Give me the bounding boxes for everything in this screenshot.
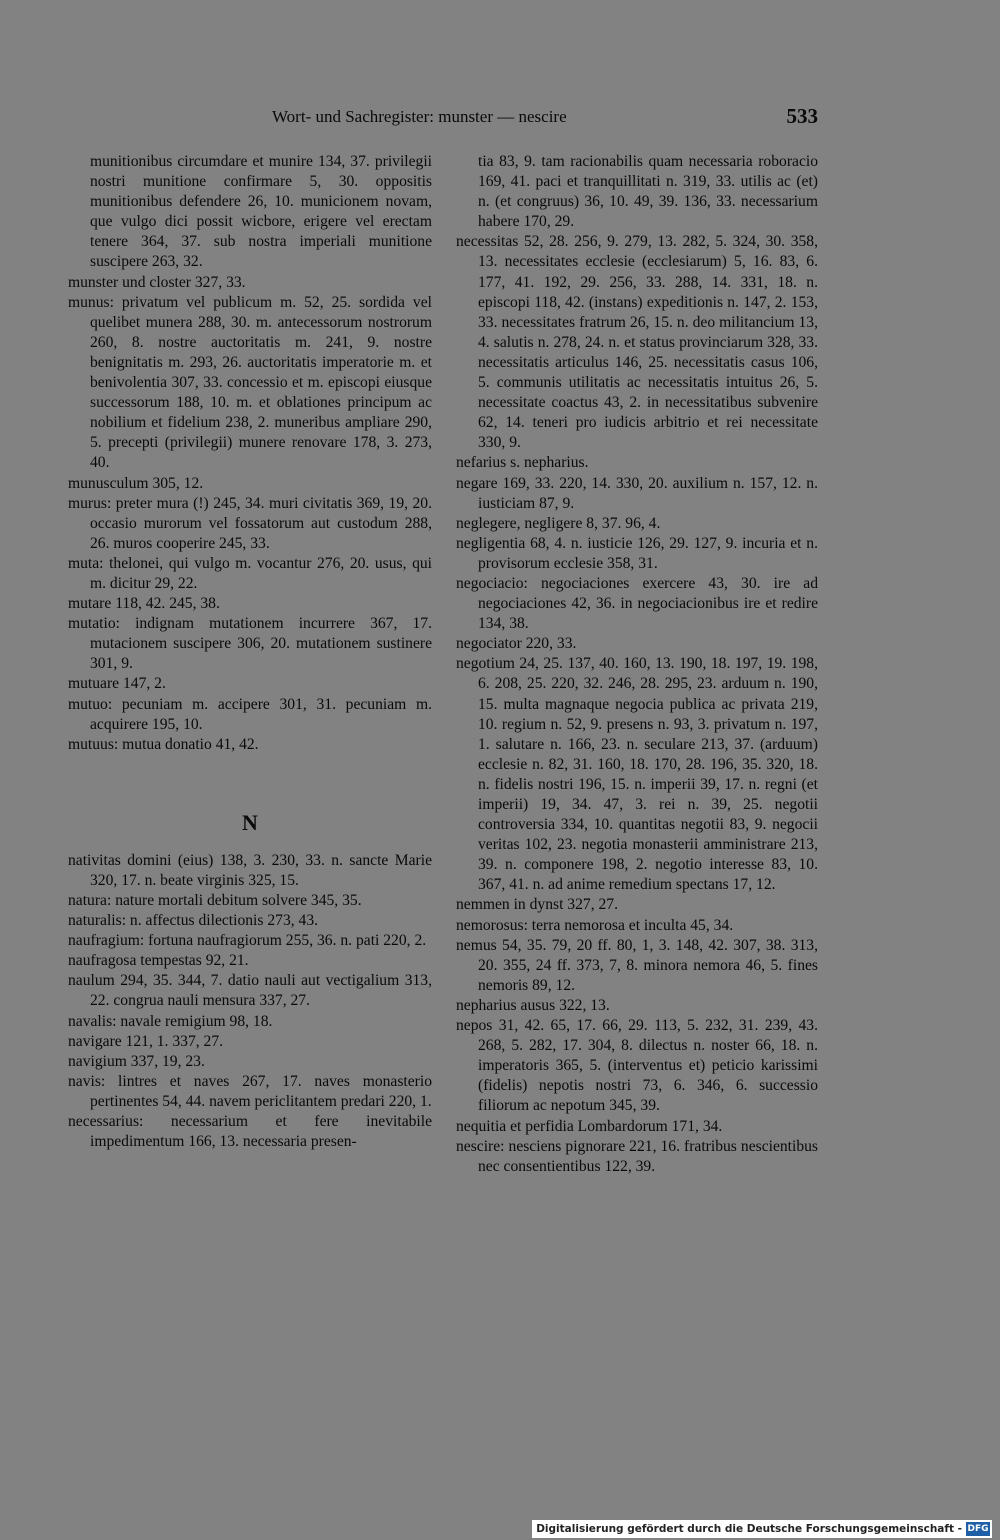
page-number: 533 [786, 104, 818, 128]
index-entry: navigare 121, 1. 337, 27. [68, 1032, 224, 1050]
index-entry: muta: thelonei, qui vulgo m. vocantur 276, 20. usus, qui m. dicitur 29, 22. [68, 554, 432, 592]
index-entry: necessarius: necessarium et fere inevitabile impedimentum 166, 13. necessaria presen- [68, 1113, 432, 1151]
index-entry: necessitas 52, 28. 256, 9. 279, 13. 282, 5. 324, 30. 358, 13. necessitates ecclesie (ecclesiarum) 5, 16. 83, 6. 177, 41. 192, 29. 256, 33. 288, 14. 331, 18. n. episcopi 118, 42. (instans) expeditionis n. 147, 2. 153, 33. necessitates fratrum 26, 15. n. deo militancium 13, 4. salutis n. 278, 24. n. et status provinciarum 328, 33. necessitatis articulus 146, 25. necessitatis casus 106, 5. communis utilitatis ac necessitatis intuitus 26, 5. necessitate coactus 43, 2. in necessitatibus subvenire 62, 14. teneri pro iudicis arbitrio et rei necessitate 330, 9. [456, 233, 818, 452]
index-entry: nemmen in dynst 327, 27. [456, 896, 618, 914]
index-entry: navis: lintres et naves 267, 17. naves monasterio pertinentes 54, 44. navem periclitantem predari 220, 1. [68, 1072, 432, 1110]
index-entry: nefarius s. nepharius. [456, 454, 589, 472]
index-entry: naufragosa tempestas 92, 21. [68, 952, 249, 970]
index-entry: mutatio: indignam mutationem incurrere 367, 17. mutacionem suscipere 306, 20. mutationem sustinere 301, 9. [68, 615, 432, 673]
index-entry: neglegere, negligere 8, 37. 96, 4. [456, 514, 661, 532]
index-entry: negligentia 68, 4. n. iusticie 126, 29. 127, 9. incuria et n. provisorum ecclesie 358, 31. [456, 534, 818, 572]
index-entry: nequitia et perfidia Lombardorum 171, 34. [456, 1117, 723, 1135]
dfg-funding-banner[interactable] [532, 1520, 992, 1538]
index-entry: nemus 54, 35. 79, 20 ff. 80, 1, 3. 148, 42. 307, 38. 313, 20. 355, 24 ff. 373, 7, 8. minora nemora 46, 5. fines nemoris 89, 12. [456, 936, 818, 994]
index-entry: negociator 220, 33. [456, 635, 577, 653]
dfg-logo: DFG [967, 1524, 989, 1534]
index-entry: natura: nature mortali debitum solvere 345, 35. [68, 892, 362, 909]
index-entry: negare 169, 33. 220, 14. 330, 20. auxilium n. 157, 12. n. iusticiam 87, 9. [456, 474, 818, 512]
index-column-right [456, 152, 818, 1177]
index-entry: mutare 118, 42. 245, 38. [68, 595, 220, 613]
index-entry: negociacio: negociaciones exercere 43, 30. ire ad negociaciones 42, 36. in negociacionibus ire et redire 134, 38. [456, 574, 818, 633]
index-entry: munster und closter 327, 33. [68, 273, 246, 291]
index-entry: mutuare 147, 2. [68, 675, 166, 693]
section-letter-heading: N [242, 809, 258, 835]
index-entry: nescire: nesciens pignorare 221, 16. fratribus nescientibus nec consentientibus 122, 39. [456, 1137, 818, 1175]
index-entry: naturalis: n. affectus dilectionis 273, 43. [68, 912, 319, 930]
index-entry: murus: preter mura (!) 245, 34. muri civitatis 369, 19, 20. occasio murorum vel fossatorum aut custodum 288, 26. muros cooperire 245, 33. [68, 494, 432, 552]
index-entry: nativitas domini (eius) 138, 3. 230, 33. n. sancte Marie 320, 17. n. beate virginis 325, 15. [68, 851, 432, 889]
running-title: Wort- und Sachregister: munster — nescire [272, 107, 567, 126]
index-entry: mutuus: mutua donatio 41, 42. [68, 735, 259, 753]
index-entry: nemorosus: terra nemorosa et inculta 45, 34. [456, 916, 734, 934]
index-entry: nepharius ausus 322, 13. [456, 996, 610, 1014]
index-entry: nepos 31, 42. 65, 17. 66, 29. 113, 5. 232, 31. 239, 43. 268, 5. 282, 17. 304, 8. dilectus n. noster 66, 18. n. imperatoris 365, 5. (interventus et) peticio karissimi (fidelis) nepotis nostri 73, 6. 346, 6. successio filiorum ac nepotum 345, 39. [456, 1017, 818, 1115]
index-entry: naulum 294, 35. 344, 7. datio nauli aut vectigalium 313, 22. congrua nauli mensura 337, 27. [68, 972, 432, 1010]
running-header [272, 104, 832, 132]
index-entry: naufragium: fortuna naufragiorum 255, 36. n. pati 220, 2. [68, 932, 427, 950]
index-entry: munusculum 305, 12. [68, 474, 204, 492]
funding-text: Digitalisierung gefördert durch die Deutsche Forschungsgemeinschaft - [536, 1523, 962, 1535]
index-entry-continuation: tia 83, 9. tam racionabilis quam necessaria roboracio 169, 41. paci et tranquillitati n. 319, 33. utilis ac (et) n. (et congruus) 36, 10. 49, 39. 136, 33. necessarium habere 170, 29. [478, 153, 818, 231]
index-entry: mutuo: pecuniam m. accipere 301, 31. pecuniam m. acquirere 195, 10. [68, 695, 432, 733]
index-column-left [68, 152, 432, 1152]
index-entry: munus: privatum vel publicum m. 52, 25. sordida vel quelibet munera 288, 30. m. antecessorum nostrorum 260, 8. nostre auctoritatis m. 241, 9. nostre benignitatis m. 293, 26. auctoritatis imperatorie m. et benivolentia 307, 33. concessio et m. episcopi eiusque successorum 188, 10. m. et oblationes principum ac nobilium et fidelium 238, 2. muneribus ampliare 290, 5. precepti (privilegii) munere renovare 178, 3. 273, 40. [68, 293, 432, 472]
index-entry: navalis: navale remigium 98, 18. [68, 1012, 273, 1030]
index-entry-continuation: munitionibus circumdare et munire 134, 37. privilegii nostri munitione confirmare 5, 30. oppositis munitionibus defendere 26, 10. municionem novam, que vulgo dici possit wicbore, erigere vel erectam tenere 364, 37. sub nostra imperiali munitione suscipere 263, 32. [90, 153, 432, 271]
index-entry: navigium 337, 19, 23. [68, 1052, 205, 1070]
index-entry: negotium 24, 25. 137, 40. 160, 13. 190, 18. 197, 19. 198, 6. 208, 25. 220, 32. 246, 28. 295, 23. arduum n. 190, 15. multa magnaque negocia publica ac privata 219, 10. regium n. 52, 9. presens n. 93, 3. privatum n. 197, 1. salutare n. 166, 23. n. seculare 213, 37. (arduum) ecclesie n. 82, 31. 160, 18. 170, 28. 196, 35. 320, 18. n. fidelis nostri 196, 15. n. imperii 39, 17. n. regni (et imperii) 19, 34. 47, 3. rei n. 39, 25. negotii controversia 334, 10. quantitas negotii 83, 9. negocii veritas 102, 23. negotia monasterii amministrare 213, 39. n. componere 198, 2. negotio interesse 83, 10. 367, 41. n. ad anime remedium spectans 17, 12. [456, 655, 818, 894]
